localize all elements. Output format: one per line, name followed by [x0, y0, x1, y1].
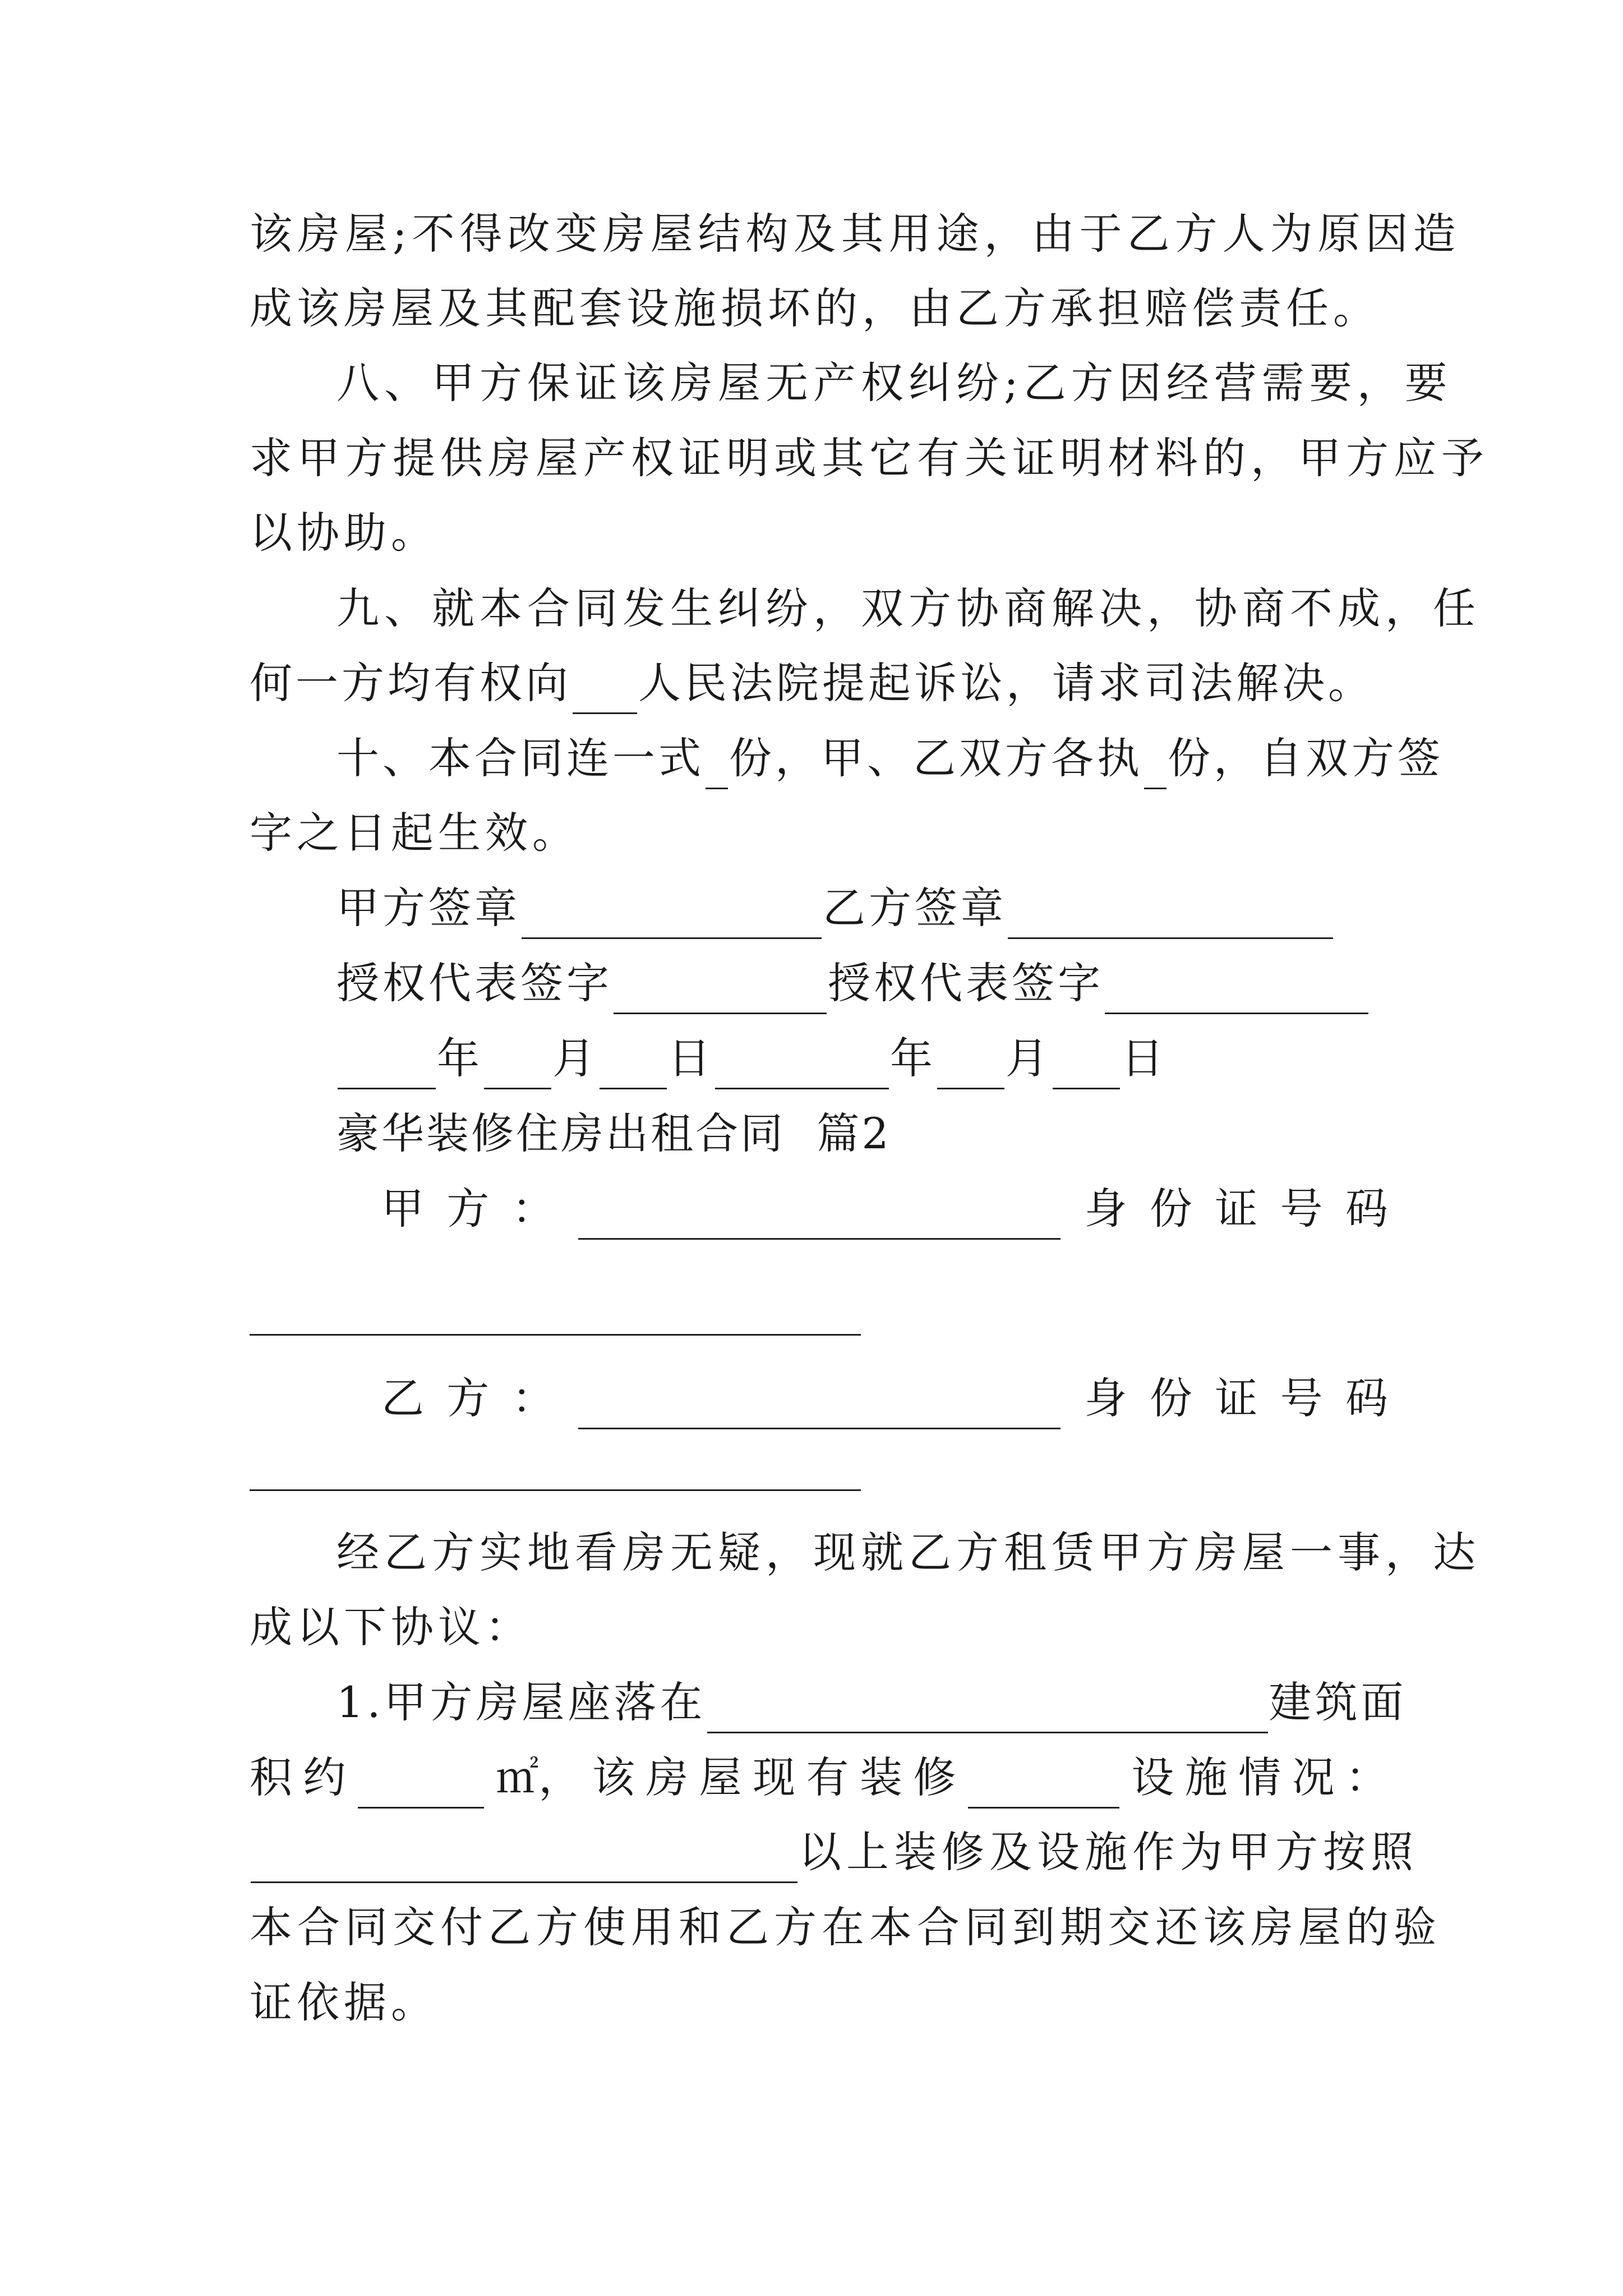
year-a-blank	[338, 1052, 436, 1089]
party-b-label-1: 乙	[381, 1373, 424, 1423]
party-b-sign-label: 乙方签章	[823, 883, 1007, 933]
party-b-id-blank	[250, 1489, 861, 1491]
text: 证依据。	[250, 1977, 438, 2027]
text: 成以下协议：	[250, 1602, 532, 1652]
month-label: 月	[1006, 1033, 1052, 1083]
item-1-line-1	[336, 1672, 1407, 1733]
auth-rep-a-blank	[614, 977, 827, 1014]
id-label-1: 身	[1084, 1184, 1127, 1234]
paragraph-7-line-1	[250, 203, 1461, 265]
paragraph-10-line-1	[336, 728, 1444, 789]
char: 屋	[699, 1752, 742, 1802]
party-b-row	[381, 1368, 1388, 1429]
text: 份，自双方签	[1168, 733, 1444, 783]
char: 况	[1292, 1752, 1335, 1802]
authorized-rep-row	[336, 953, 1388, 1014]
month-b-blank	[937, 1052, 1004, 1089]
char: 情	[1238, 1752, 1281, 1802]
id-label-2: 份	[1149, 1184, 1192, 1234]
auth-rep-a-label: 授权代表签字	[336, 958, 612, 1008]
text: 成该房屋及其配套设施损坏的，由乙方承担赔偿责任。	[250, 283, 1380, 333]
item-1-line-2	[250, 1747, 1388, 1809]
paragraph-9-line-2	[250, 652, 1388, 714]
text: 份，甲、乙双方各执	[729, 733, 1143, 783]
char: 约	[303, 1752, 346, 1802]
id-label-4: 号	[1280, 1184, 1323, 1234]
paragraph-8-line-2	[250, 427, 1489, 489]
party-b-label-2: 方	[446, 1373, 490, 1423]
paragraph-10-line-2	[250, 802, 1388, 864]
text: 1.甲方房屋座落在	[336, 1677, 706, 1727]
char: 房	[645, 1752, 689, 1802]
id-label-5: 码	[1345, 1184, 1388, 1234]
char: 该	[592, 1752, 635, 1802]
intro-line-2	[250, 1596, 1388, 1658]
party-b-name-blank	[578, 1392, 1061, 1429]
text: 十、本合同连一式	[336, 733, 704, 783]
party-a-sign-blank	[522, 901, 822, 939]
text: 建筑面	[1269, 1677, 1407, 1727]
year-b-blank	[715, 1052, 889, 1089]
party-a-name-blank	[578, 1202, 1061, 1240]
day-label: 日	[1121, 1033, 1167, 1083]
party-a-id-blank	[250, 1334, 861, 1336]
char: 装	[859, 1752, 902, 1802]
id-label-4: 号	[1280, 1373, 1323, 1423]
facilities-blank	[251, 1846, 797, 1883]
id-label-2: 份	[1149, 1373, 1192, 1423]
char: ㎡，	[496, 1752, 582, 1802]
char: 施	[1184, 1752, 1228, 1802]
month-a-blank	[484, 1052, 551, 1089]
paragraph-7-line-2	[250, 278, 1388, 339]
heading-text: 豪华装修住房出租合同 篇2	[336, 1108, 891, 1158]
area-blank	[358, 1771, 484, 1809]
court-blank	[573, 677, 637, 714]
auth-rep-b-label: 授权代表签字	[828, 958, 1104, 1008]
id-label-1: 身	[1084, 1373, 1127, 1423]
day-a-blank	[600, 1052, 667, 1089]
party-a-label-3: ：	[511, 1184, 555, 1234]
id-label-3: 证	[1215, 1184, 1258, 1234]
text: 人民法院提起诉讼，请求司法解决。	[638, 658, 1374, 708]
auth-rep-b-blank	[1105, 977, 1368, 1014]
text: 九、就本合同发生纠纷，双方协商解决，协商不成，任	[336, 583, 1481, 633]
year-label: 年	[437, 1033, 483, 1083]
text: 该房屋;不得改变房屋结构及其用途，由于乙方人为原因造	[250, 209, 1461, 259]
month-label: 月	[552, 1033, 598, 1083]
id-label-5: 码	[1345, 1373, 1388, 1423]
paragraph-9-line-1	[336, 578, 1481, 639]
char: 设	[1131, 1752, 1174, 1802]
char: 修	[913, 1752, 956, 1802]
signature-row	[336, 877, 1388, 939]
day-b-blank	[1053, 1052, 1120, 1089]
item-1-line-4	[250, 1897, 1441, 1958]
char: 积	[250, 1752, 292, 1802]
paragraph-8-line-1	[336, 352, 1453, 414]
text: 经乙方实地看房无疑，现就乙方租赁甲方房屋一事，达	[336, 1527, 1481, 1577]
text: 字之日起生效。	[250, 808, 579, 858]
party-a-label-1: 甲	[381, 1184, 424, 1234]
item-1-line-3	[250, 1821, 1418, 1883]
paragraph-8-line-3	[250, 502, 1388, 564]
text: 以协助。	[250, 508, 438, 558]
section-2-heading	[336, 1103, 1388, 1165]
decoration-blank	[968, 1771, 1119, 1809]
copies-each-blank	[1144, 752, 1166, 789]
text: 以上装修及设施作为甲方按照	[799, 1827, 1418, 1877]
char: 有	[806, 1752, 849, 1802]
location-blank	[707, 1696, 1268, 1733]
text: 何一方均有权向	[250, 658, 571, 708]
party-b-sign-blank	[1008, 901, 1333, 939]
id-label-3: 证	[1215, 1373, 1258, 1423]
char: 现	[753, 1752, 796, 1802]
year-label: 年	[890, 1033, 936, 1083]
party-a-sign-label: 甲方签章	[336, 883, 520, 933]
char: ：	[1345, 1752, 1388, 1802]
intro-line-1	[336, 1522, 1481, 1584]
party-a-label-2: 方	[446, 1184, 490, 1234]
text: 本合同交付乙方使用和乙方在本合同到期交还该房屋的验	[250, 1902, 1441, 1952]
day-label: 日	[668, 1033, 714, 1083]
copies-blank	[706, 752, 728, 789]
item-1-line-5	[250, 1972, 1388, 2033]
text: 八、甲方保证该房屋无产权纠纷;乙方因经营需要，要	[336, 358, 1453, 408]
text: 求甲方提供房屋产权证明或其它有关证明材料的，甲方应予	[250, 433, 1489, 483]
party-a-row	[381, 1178, 1388, 1240]
date-row	[336, 1028, 1388, 1089]
party-b-label-3: ：	[511, 1373, 555, 1423]
